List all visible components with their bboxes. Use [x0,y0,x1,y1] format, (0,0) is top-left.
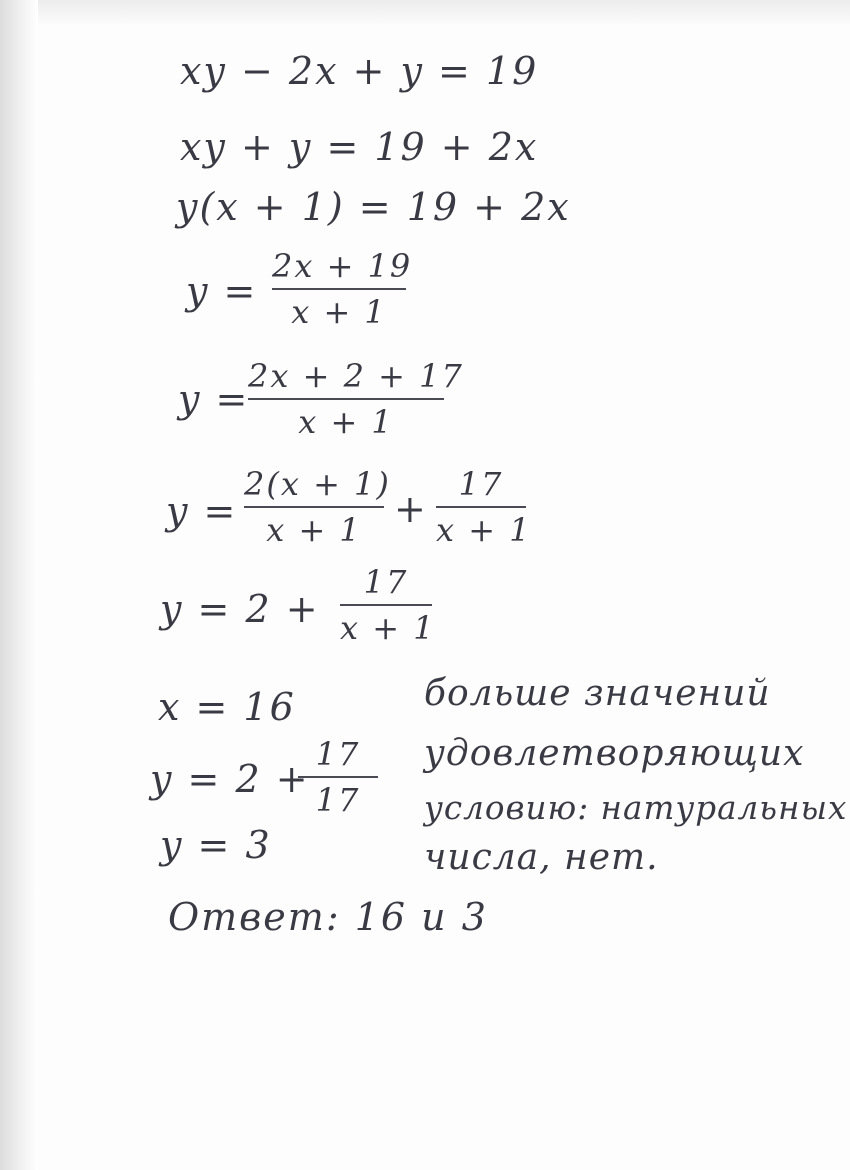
fraction-numerator: 17 [315,735,361,773]
equation-line-8: x = 16 [158,685,296,729]
fraction-bar [244,506,384,508]
fraction-denominator: x + 1 [266,511,362,549]
fraction-line-9 [298,735,378,819]
equation-line-5-lhs: y = [178,377,250,421]
fraction-denominator: 17 [315,781,361,819]
fraction-bar [298,776,378,778]
fraction-numerator: 2x + 2 + 17 [248,357,464,395]
fraction-numerator: 2(x + 1) [244,465,391,503]
note-line-1: больше значений [424,673,771,714]
fraction-line-6-first [244,465,391,549]
note-line-2: удовлетворяющих [424,733,805,774]
fraction-line-7 [340,563,436,647]
fraction-denominator: x + 1 [436,511,532,549]
note-line-4: числа, нет. [424,837,659,878]
fraction-numerator: 2x + 19 [272,247,413,285]
fraction-line-6-second [436,465,532,549]
fraction-denominator: x + 1 [298,403,394,441]
scan-shadow-left [0,0,38,1170]
equation-line-10: y = 3 [160,823,272,867]
answer-line: Ответ: 16 и 3 [168,895,488,939]
fraction-line-5 [248,357,464,441]
fraction-denominator: x + 1 [340,609,436,647]
fraction-numerator: 17 [363,563,409,601]
equation-line-4-lhs: y = [186,269,258,313]
fraction-line-4 [272,247,413,331]
fraction-denominator: x + 1 [291,293,387,331]
equation-line-6-lhs: y = [166,489,238,533]
equation-line-1: xy − 2x + y = 19 [180,49,539,93]
equation-line-7-lhs: y = 2 + [160,587,320,631]
plus-sign: + [394,487,428,531]
equation-line-9-lhs: y = 2 + [150,757,310,801]
fraction-numerator: 17 [458,465,504,503]
note-line-3: условию: натуральных [424,789,848,827]
equation-line-3: y(x + 1) = 19 + 2x [176,185,571,229]
fraction-bar [436,506,526,508]
fraction-bar [248,398,444,400]
equation-line-2: xy + y = 19 + 2x [180,125,539,169]
fraction-bar [340,604,432,606]
fraction-bar [272,288,406,290]
